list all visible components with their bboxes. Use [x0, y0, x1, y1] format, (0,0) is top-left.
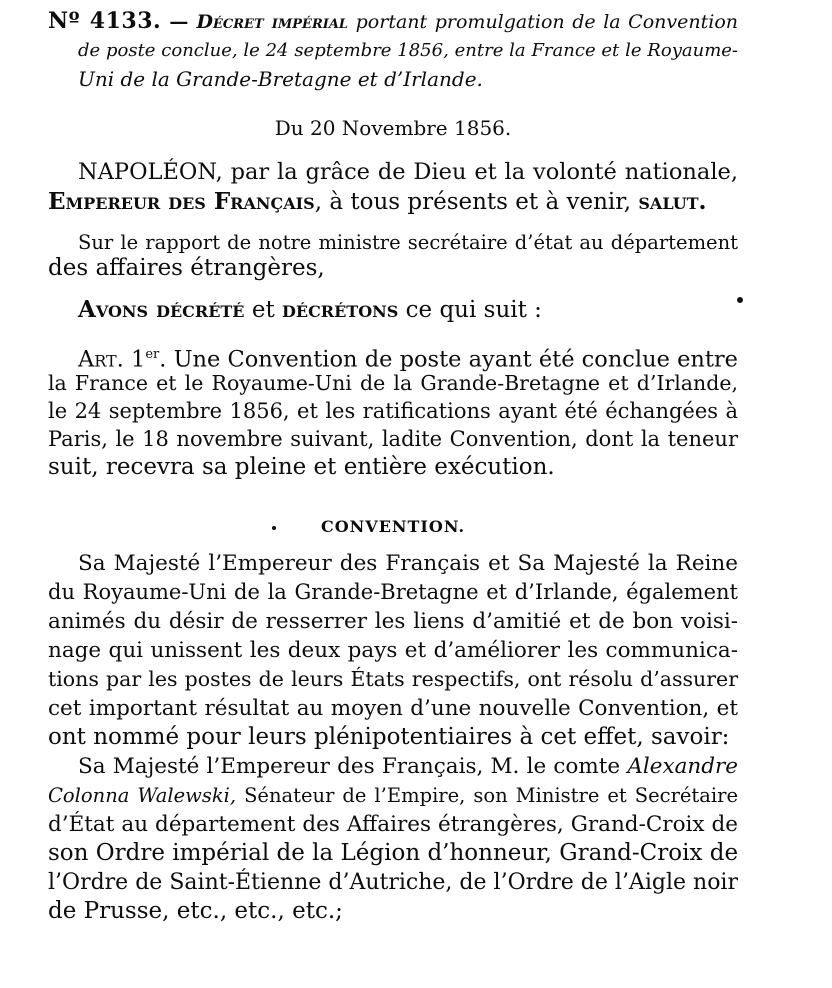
convention-p2-line-5: l’Ordre de Saint-Étienne d’Autriche, de l’Ordre de l’Aigle noir	[48, 870, 738, 895]
decree-heading-line-1: Nº 4133. — Décret impérial portant promulgation de la Convention	[48, 8, 738, 34]
article-1-line-4: Paris, le 18 novembre suivant, ladite Convention, dont la teneur	[48, 427, 738, 451]
decree-heading-line-3: Uni de la Grande-Bretagne et d’Irlande.	[78, 67, 483, 91]
preamble-line-3: Sur le rapport de notre ministre secrétaire d’état au département	[78, 231, 738, 254]
article-1-line-2: la France et le Royaume-Uni de la Grande-Bretagne et d’Irlande,	[48, 371, 738, 395]
convention-p2-line-3: d’État au département des Affaires étrangères, Grand-Croix de	[48, 812, 738, 837]
decree-date: Du 20 Novembre 1856.	[274, 116, 512, 140]
convention-p2-line-1: Sa Majesté l’Empereur des Français, M. le comte Alexandre	[78, 754, 738, 779]
convention-p1-line-2: du Royaume-Uni de la Grande-Bretagne et d’Irlande, également	[48, 580, 738, 604]
article-1-line-5: suit, recevra sa pleine et entière exécution.	[48, 454, 555, 480]
preamble-line-1: NAPOLÉON, par la grâce de Dieu et la volonté nationale,	[78, 159, 738, 185]
convention-p1-line-7: ont nommé pour leurs plénipotentiaires à cet effet, savoir:	[48, 724, 730, 750]
ink-speck	[737, 297, 743, 303]
convention-p1-line-3: animés du désir de resserrer les liens d’amitié et de bon voisi-	[48, 609, 738, 634]
article-1-line-3: le 24 septembre 1856, et les ratifications ayant été échangées à	[48, 399, 738, 423]
convention-p1-line-4: nage qui unissent les deux pays et d’améliorer les communica-	[48, 638, 738, 663]
convention-p1-line-1: Sa Majesté l’Empereur des Français et Sa Majesté la Reine	[78, 551, 738, 576]
preamble-line-2: Empereur des Français, à tous présents et à venir, salut.	[48, 188, 707, 215]
convention-p1-line-5: tions par les postes de leurs États respectifs, ont résolu d’assurer	[48, 667, 738, 691]
convention-p1-line-6: cet important résultat au moyen d’une nouvelle Convention, et	[48, 696, 738, 721]
convention-p2-line-2: Colonna Walewski, Sénateur de l’Empire, son Ministre et Secrétaire	[48, 784, 738, 807]
decree-number: Nº 4133.	[48, 8, 162, 34]
preamble-line-4: des affaires étrangères,	[48, 255, 325, 281]
preamble-line-5: Avons décrété et décrétons ce qui suit :	[78, 296, 542, 323]
article-1-line-1: Art. 1er. Une Convention de poste ayant été conclue entre	[78, 346, 738, 373]
decree-heading-line-2: de poste conclue, le 24 septembre 1856, entre la France et le Royaume-	[78, 40, 738, 61]
convention-p2-line-4: son Ordre impérial de la Légion d’honneur, Grand-Croix de	[48, 840, 739, 866]
convention-title: CONVENTION.	[320, 517, 466, 536]
decree-title: Décret impérial	[196, 11, 349, 33]
convention-p2-line-6: de Prusse, etc., etc., etc.;	[48, 898, 343, 924]
